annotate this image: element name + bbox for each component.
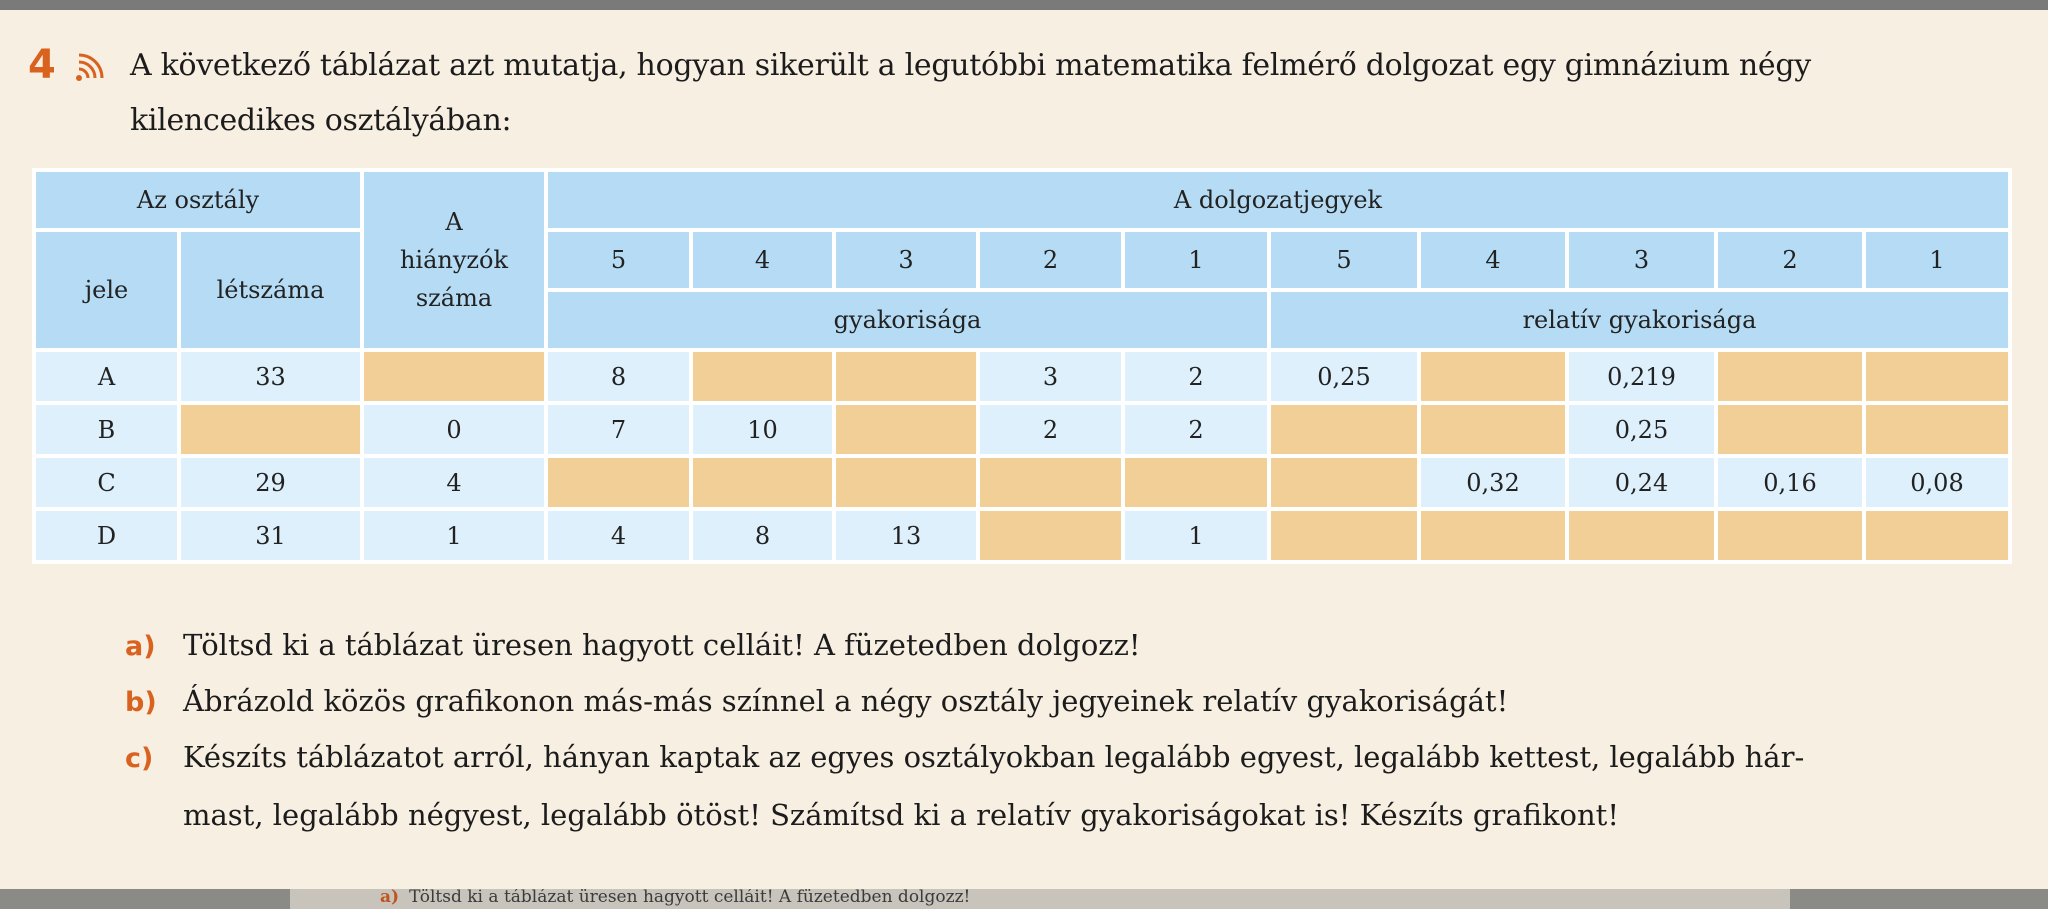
problem-text <box>130 38 2020 148</box>
header-class: Az osztály <box>34 170 362 230</box>
question-c-mark: c) <box>125 743 154 774</box>
question-c-text-2: mast, legalább négyest, legalább ötöst! Számítsd ki a relatív gyakoriságokat is! Készíts grafikont! <box>183 798 1619 832</box>
blank-cell <box>1123 456 1269 509</box>
question-a-mark: a) <box>125 631 156 662</box>
top-edge <box>0 0 2048 10</box>
bleed-text: Töltsd ki a táblázat üresen hagyott celláit! A füzetedben dolgozz! <box>409 889 971 907</box>
absent-cell: 1 <box>362 509 546 562</box>
problem-number: 4 <box>28 42 56 88</box>
freq-cell: 10 <box>691 403 834 456</box>
blank-cell <box>1864 509 2010 562</box>
problem-line-1: A következő táblázat azt mutatja, hogyan sikerült a legutóbbi matematika felmérő dolgozat egy gimnázium négy <box>130 48 1811 83</box>
question-a-text: Töltsd ki a táblázat üresen hagyott celláit! A füzetedben dolgozz! <box>183 628 1141 662</box>
question-b-mark: b) <box>125 687 157 718</box>
grade-header: 5 <box>1269 230 1419 290</box>
blank-cell <box>362 350 546 403</box>
bleed-through-text <box>380 889 970 907</box>
problem-line-2: kilencedikes osztályában: <box>130 103 512 138</box>
blank-cell <box>834 350 978 403</box>
class-id-cell: B <box>34 403 179 456</box>
bleed-mark: a) <box>380 889 400 907</box>
blank-cell <box>1567 509 1716 562</box>
table-row <box>34 403 2010 456</box>
relfreq-cell: 0,25 <box>1567 403 1716 456</box>
blank-cell <box>978 456 1123 509</box>
class-size-cell: 31 <box>179 509 362 562</box>
freq-cell: 2 <box>978 403 1123 456</box>
blank-cell <box>179 403 362 456</box>
freq-cell: 13 <box>834 509 978 562</box>
blank-cell <box>1864 403 2010 456</box>
table-row <box>34 350 2010 403</box>
absent-cell: 4 <box>362 456 546 509</box>
class-size-cell: 29 <box>179 456 362 509</box>
blank-cell <box>1716 403 1864 456</box>
freq-cell: 2 <box>1123 403 1269 456</box>
header-absent-2: hiányzók <box>399 246 509 274</box>
blank-cell <box>1269 509 1419 562</box>
relfreq-cell: 0,24 <box>1567 456 1716 509</box>
question-a <box>125 617 1141 675</box>
grade-header: 2 <box>1716 230 1864 290</box>
blank-cell <box>1419 403 1567 456</box>
grade-header: 1 <box>1864 230 2010 290</box>
question-b <box>125 673 1508 731</box>
grade-header: 1 <box>1123 230 1269 290</box>
header-absent-3: száma <box>415 284 493 312</box>
blank-cell <box>978 509 1123 562</box>
blank-cell <box>691 456 834 509</box>
header-size: létszáma <box>179 230 362 350</box>
freq-cell: 8 <box>546 350 691 403</box>
relfreq-cell: 0,32 <box>1419 456 1567 509</box>
blank-cell <box>1864 350 2010 403</box>
relfreq-cell: 0,25 <box>1269 350 1419 403</box>
question-c <box>125 729 1804 843</box>
relfreq-cell: 0,08 <box>1864 456 2010 509</box>
table-row <box>34 456 2010 509</box>
question-b-text: Ábrázold közös grafikonon más-más színnel a négy osztály jegyeinek relatív gyakoriságát! <box>183 684 1509 718</box>
blank-cell <box>1269 456 1419 509</box>
relfreq-cell: 0,16 <box>1716 456 1864 509</box>
table-row <box>34 509 2010 562</box>
header-absent-1: A <box>445 208 463 236</box>
class-id-cell: A <box>34 350 179 403</box>
freq-cell: 3 <box>978 350 1123 403</box>
header-grades: A dolgozatjegyek <box>546 170 2010 230</box>
next-page-strip <box>0 889 2048 909</box>
class-size-cell: 33 <box>179 350 362 403</box>
grade-header: 5 <box>546 230 691 290</box>
freq-cell: 4 <box>546 509 691 562</box>
freq-cell: 2 <box>1123 350 1269 403</box>
freq-cell: 8 <box>691 509 834 562</box>
grade-header: 4 <box>1419 230 1567 290</box>
blank-cell <box>1716 509 1864 562</box>
freq-cell: 1 <box>1123 509 1269 562</box>
class-id-cell: D <box>34 509 179 562</box>
grades-table <box>32 168 2012 564</box>
audio-wave-icon[interactable] <box>73 52 105 84</box>
blank-cell <box>546 456 691 509</box>
question-c-text-1: Készíts táblázatot arról, hányan kaptak az egyes osztályokban legalább egyest, legalább kettest, legalább hár- <box>183 740 1805 774</box>
grade-header: 3 <box>1567 230 1716 290</box>
header-frequency: gyakorisága <box>546 290 1269 350</box>
blank-cell <box>1419 350 1567 403</box>
header-relative-frequency: relatív gyakorisága <box>1269 290 2010 350</box>
grade-header: 2 <box>978 230 1123 290</box>
blank-cell <box>1269 403 1419 456</box>
header-absent <box>362 170 546 350</box>
relfreq-cell: 0,219 <box>1567 350 1716 403</box>
class-id-cell: C <box>34 456 179 509</box>
blank-cell <box>691 350 834 403</box>
blank-cell <box>834 456 978 509</box>
blank-cell <box>834 403 978 456</box>
grade-header: 4 <box>691 230 834 290</box>
blank-cell <box>1716 350 1864 403</box>
blank-cell <box>1419 509 1567 562</box>
freq-cell: 7 <box>546 403 691 456</box>
grade-header: 3 <box>834 230 978 290</box>
header-id: jele <box>34 230 179 350</box>
absent-cell: 0 <box>362 403 546 456</box>
